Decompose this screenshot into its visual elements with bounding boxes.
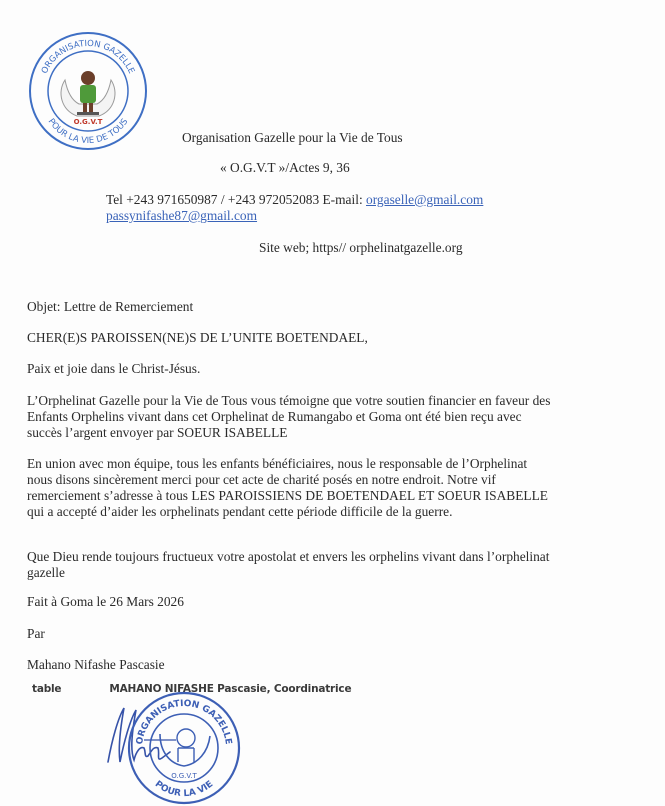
signatory-name: Mahano Nifashe Pascasie [27, 657, 165, 672]
paragraph-3 [27, 549, 549, 581]
acronym-line: « O.G.V.T »/Actes 9, 36 [220, 160, 350, 175]
letter-salutation: CHER(E)S PAROISSEN(NE)S DE L’UNITE BOETENDAEL, [27, 330, 368, 345]
official-stamp [126, 690, 242, 806]
contact-phone-text: Tel +243 971650987 / +243 972052083 E-mail: [106, 192, 367, 207]
paragraph-line: qui a accepté d’aider les orphelinats pendant cette période difficile de la guerre. [27, 504, 453, 519]
paragraph-2 [27, 456, 548, 520]
paragraph-line: Enfants Orphelins vivant dans cet Orphelinat de Rumangabo et Goma ont été bien reçu avec [27, 409, 522, 424]
letter-subject: Objet: Lettre de Remerciement [27, 299, 194, 314]
paragraph-line: Que Dieu rende toujours fructueux votre apostolat et envers les orphelins vivant dans l’orphelinat [27, 549, 550, 564]
paragraph-line: L’Orphelinat Gazelle pour la Vie de Tous vous témoigne que votre soutien financier en faveur des [27, 393, 551, 408]
contact-line [106, 192, 483, 208]
child-body-icon [80, 85, 96, 103]
child-head-icon [81, 71, 95, 85]
stamp-child-icon [177, 729, 195, 747]
stamp-name-title: MAHANO NIFASHE Pascasie, Coordinatrice [109, 683, 352, 695]
paragraph-line: En union avec mon équipe, tous les enfants bénéficiaires, nous le responsable de l’Orphelinat [27, 456, 528, 471]
paragraph-line: gazelle [27, 565, 65, 580]
paragraph-line: succès l’argent envoyer par SOEUR ISABELLE [27, 425, 288, 440]
paragraph-line: remerciement s’adresse à tous LES PAROISSIENS DE BOETENDAEL ET SOEUR ISABELLE [27, 488, 548, 503]
logo-ring-text-bottom: POUR LA VIE DE TOUS [45, 116, 131, 147]
stamp-ring-text-bottom: POUR LA VIE [152, 779, 216, 800]
stamp-ring-text-top: ORGANISATION GAZELLE [135, 698, 233, 746]
email-link-secondary[interactable]: passynifashe87@gmail.com [106, 208, 258, 223]
paragraph-line: nous disons sincèrement merci pour cet acte de charité posés en notre endroit. Notre vif [27, 472, 496, 487]
by-label: Par [27, 626, 45, 641]
website-line: Site web; https// orphelinatgazelle.org [259, 240, 463, 255]
logo-acronym: O.G.V.T [73, 118, 103, 126]
stamp-acronym: O.G.V.T [171, 772, 197, 780]
stamp-prefix: table [32, 683, 62, 695]
stamp-hands-icon [160, 734, 210, 766]
paragraph-1 [27, 393, 550, 441]
place-date: Fait à Goma le 26 Mars 2026 [27, 594, 184, 609]
org-name: Organisation Gazelle pour la Vie de Tous [182, 130, 403, 145]
organisation-logo [27, 30, 149, 152]
email-link-primary[interactable]: orgaselle@gmail.com [366, 192, 484, 207]
logo-ring-text-top: ORGANISATION GAZELLE [39, 38, 137, 76]
letter-greeting: Paix et joie dans le Christ-Jésus. [27, 361, 201, 376]
